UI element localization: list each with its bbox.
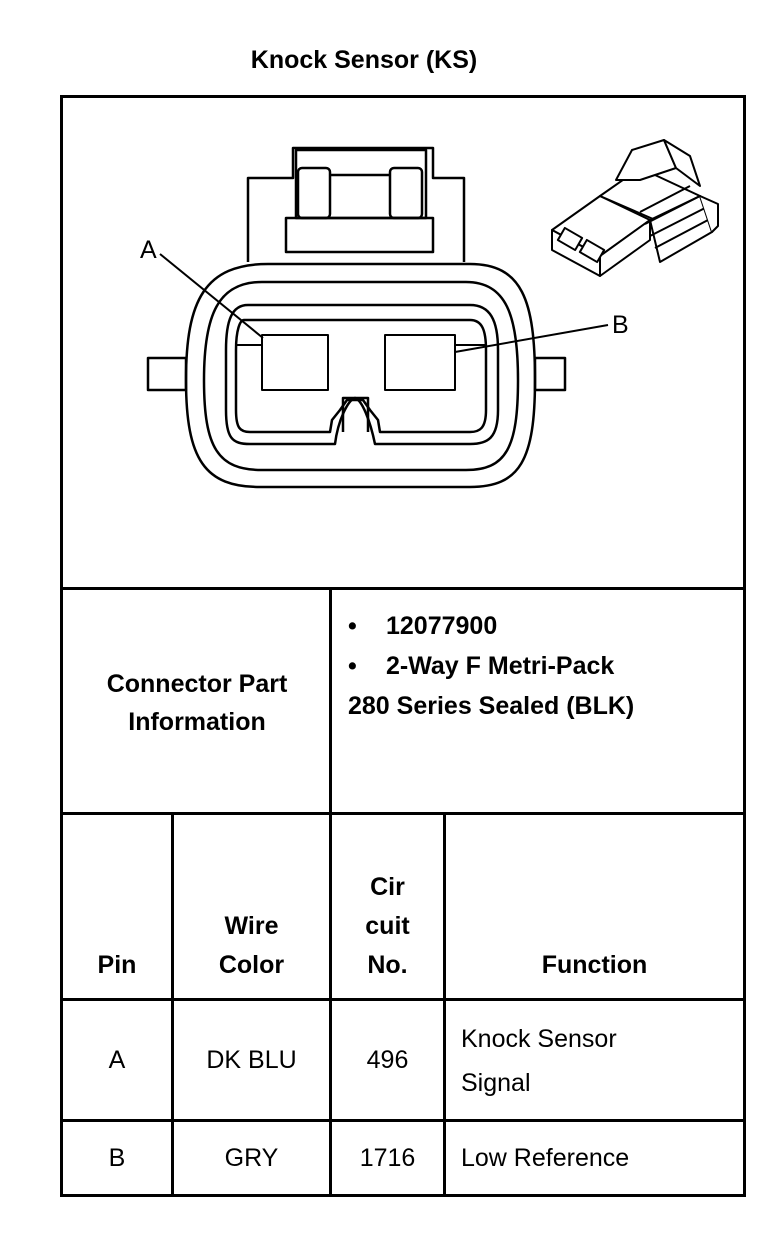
info-label-line1: Connector Part — [106, 670, 288, 698]
header-circuit-line3: No. — [367, 951, 408, 979]
description-item — [348, 646, 738, 686]
left-ear — [148, 358, 186, 390]
bullet-icon: • — [348, 652, 357, 680]
part-number: 12077900 — [386, 612, 498, 640]
header-pin — [63, 946, 171, 985]
connector-face-diagram — [63, 98, 743, 588]
header-circuit-line1: Cir — [370, 873, 405, 901]
connector-part-info-list — [348, 606, 738, 726]
terminal-b — [385, 335, 455, 390]
header-function — [446, 946, 743, 985]
header-circuit-no — [332, 868, 443, 985]
header-wire-line1: Wire — [224, 912, 279, 940]
lock-tab-base — [286, 218, 433, 252]
row-a-function-line1: Knock Sensor — [461, 1025, 617, 1053]
right-ear — [535, 358, 565, 390]
row-b-wire: GRY — [224, 1144, 279, 1172]
divider-col-pin — [171, 812, 174, 1197]
connector-iso-icon — [552, 140, 718, 276]
divider-col-circuit — [443, 812, 446, 1197]
row-b-function-line1: Low Reference — [461, 1144, 630, 1172]
header-pin-text: Pin — [97, 951, 137, 979]
header-wire-line2: Color — [218, 951, 285, 979]
lock-tab — [296, 150, 426, 218]
info-label-line2: Information — [128, 708, 266, 736]
bullet-icon: • — [348, 612, 357, 640]
lock-tab-right-ridge — [390, 168, 422, 218]
header-function-text: Function — [541, 951, 648, 979]
header-circuit-line2: cuit — [365, 912, 410, 940]
header-wire-color — [174, 907, 329, 985]
divider-header — [60, 998, 746, 1001]
row-a-pin: A — [108, 1046, 126, 1074]
cavity-outline — [226, 305, 498, 444]
row-a-function-line2: Signal — [461, 1069, 531, 1097]
row-b-circuit: 1716 — [359, 1144, 416, 1172]
divider-connector-info — [60, 812, 746, 815]
page-title: Knock Sensor (KS) — [250, 46, 478, 74]
divider-row-a — [60, 1119, 746, 1122]
terminal-a — [262, 335, 328, 390]
description-line2: 280 Series Sealed (BLK) — [348, 692, 635, 720]
row-a-circuit: 496 — [366, 1046, 409, 1074]
row-b-pin: B — [108, 1144, 126, 1172]
label-b: B — [612, 311, 629, 339]
lock-tab-left-ridge — [298, 168, 330, 218]
label-a: A — [140, 236, 157, 264]
description-line1: 2-Way F Metri-Pack — [386, 652, 615, 680]
lock-housing — [248, 148, 464, 262]
inner-shroud — [204, 282, 518, 470]
connector-part-info-label — [63, 665, 331, 741]
row-a-wire: DK BLU — [206, 1046, 297, 1074]
part-number-item — [348, 606, 738, 646]
cavity-inner — [236, 320, 486, 432]
outer-shroud — [186, 264, 535, 487]
